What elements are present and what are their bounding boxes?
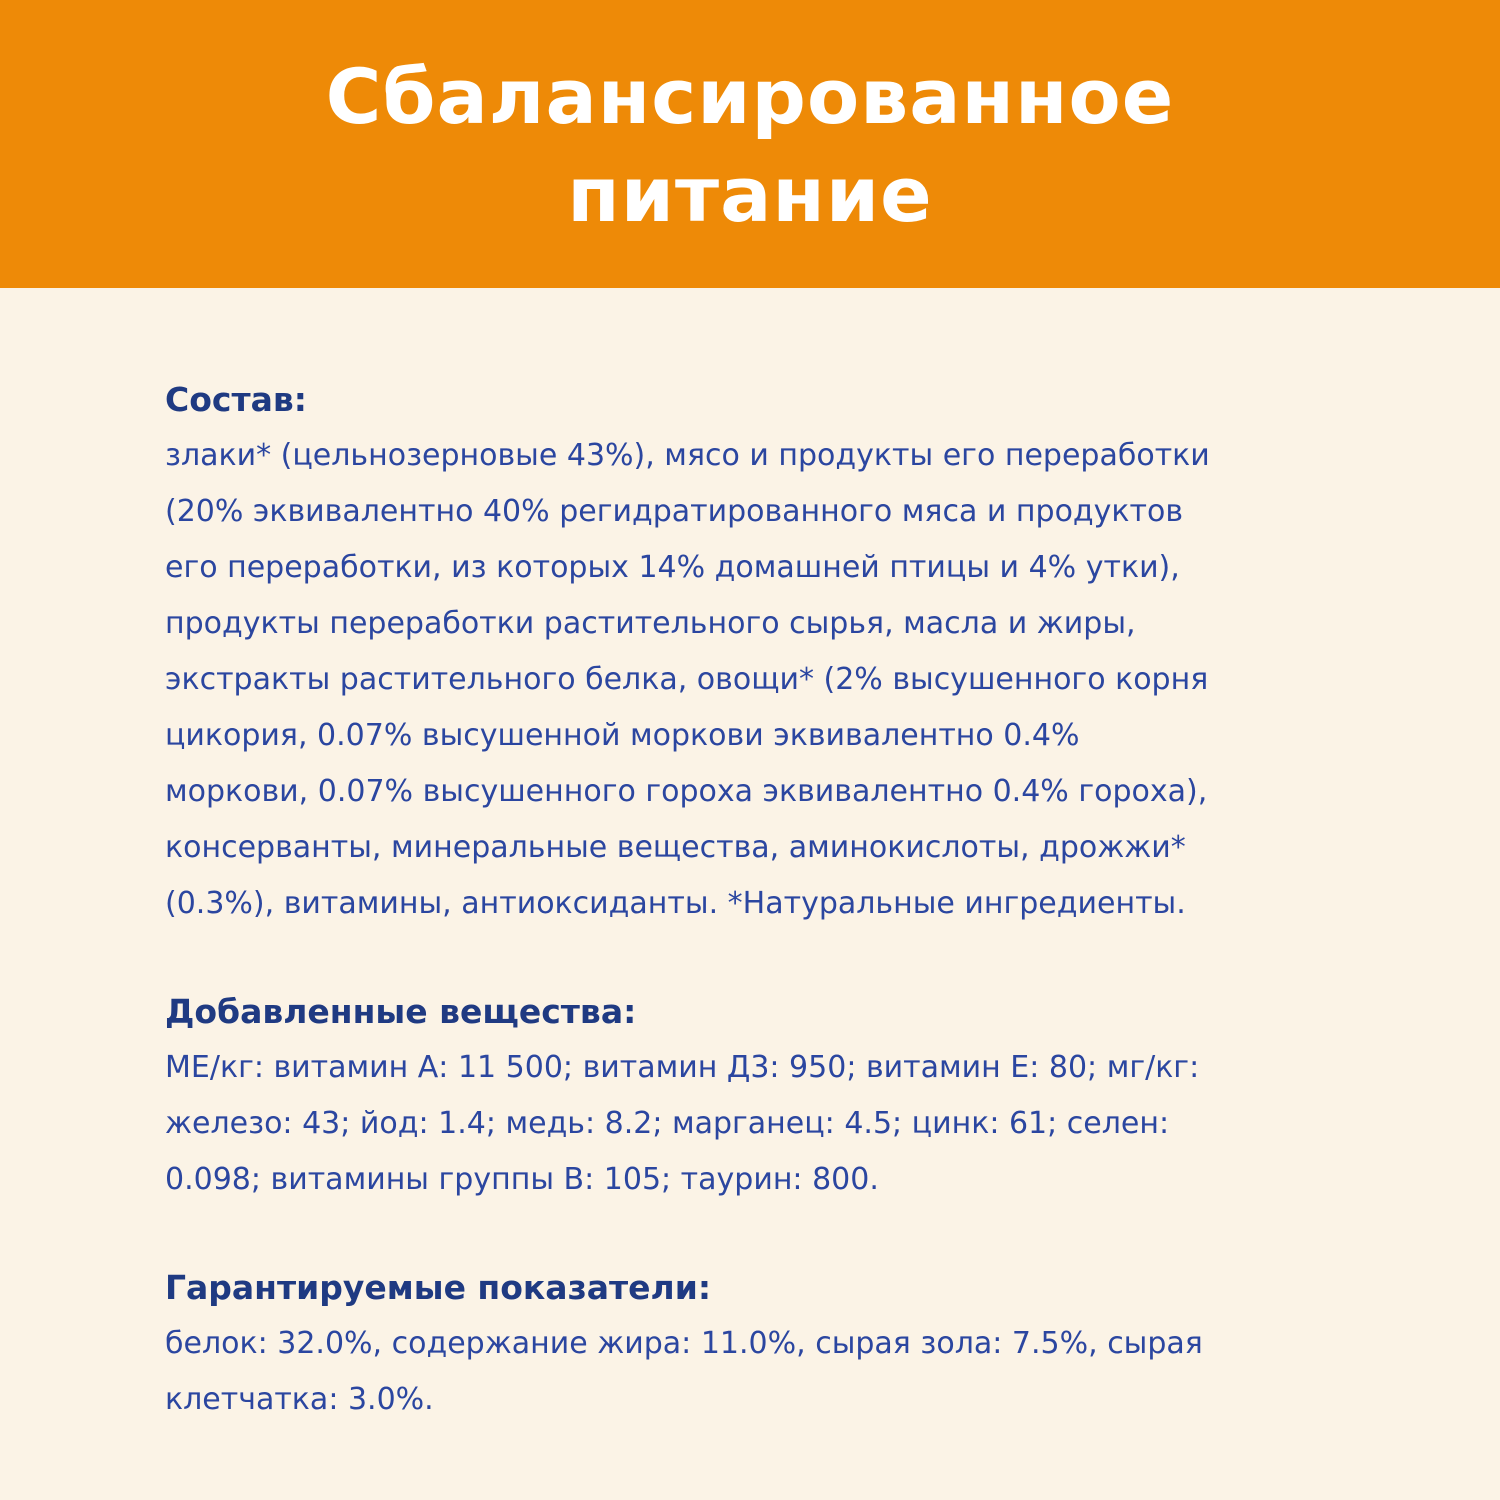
composition-line: цикория, 0.07% высушенной моркови эквивалентно 0.4% xyxy=(165,718,1080,753)
composition-section xyxy=(165,372,1365,932)
composition-line: (0.3%), витамины, антиоксиданты. *Натуральные ингредиенты. xyxy=(165,886,1186,921)
guaranteed-analysis-section xyxy=(165,1260,1365,1428)
composition-line: его переработки, из которых 14% домашней птицы и 4% утки), xyxy=(165,550,1180,585)
composition-line: экстракты растительного белка, овощи* (2% высушенного корня xyxy=(165,662,1209,697)
composition-text xyxy=(165,428,1365,932)
header-banner xyxy=(0,0,1500,288)
additives-heading: Добавленные вещества: xyxy=(165,992,637,1031)
guaranteed-analysis-heading: Гарантируемые показатели: xyxy=(165,1268,712,1307)
title-line-1: Сбалансированное xyxy=(325,52,1175,141)
title-line-2: питание xyxy=(567,150,933,239)
additives-text xyxy=(165,1040,1365,1208)
guaranteed-analysis-text xyxy=(165,1316,1365,1428)
additives-line: МЕ/кг: витамин А: 11 500; витамин Д3: 950; витамин Е: 80; мг/кг: xyxy=(165,1050,1200,1085)
additives-section xyxy=(165,984,1365,1208)
guaranteed-analysis-line: белок: 32.0%, содержание жира: 11.0%, сырая зола: 7.5%, сырая xyxy=(165,1326,1203,1361)
page-title xyxy=(326,44,1175,244)
composition-line: злаки* (цельнозерновые 43%), мясо и продукты его переработки xyxy=(165,438,1210,473)
guaranteed-analysis-line: клетчатка: 3.0%. xyxy=(165,1382,434,1417)
composition-line: консерванты, минеральные вещества, аминокислоты, дрожжи* xyxy=(165,830,1186,865)
additives-line: 0.098; витамины группы В: 105; таурин: 800. xyxy=(165,1162,879,1197)
composition-line: продукты переработки растительного сырья, масла и жиры, xyxy=(165,606,1136,641)
main-content xyxy=(165,372,1365,1428)
additives-line: железо: 43; йод: 1.4; медь: 8.2; марганец: 4.5; цинк: 61; селен: xyxy=(165,1106,1170,1141)
composition-line: моркови, 0.07% высушенного гороха эквивалентно 0.4% гороха), xyxy=(165,774,1208,809)
composition-line: (20% эквивалентно 40% регидратированного мяса и продуктов xyxy=(165,494,1184,529)
composition-heading: Состав: xyxy=(165,380,307,419)
